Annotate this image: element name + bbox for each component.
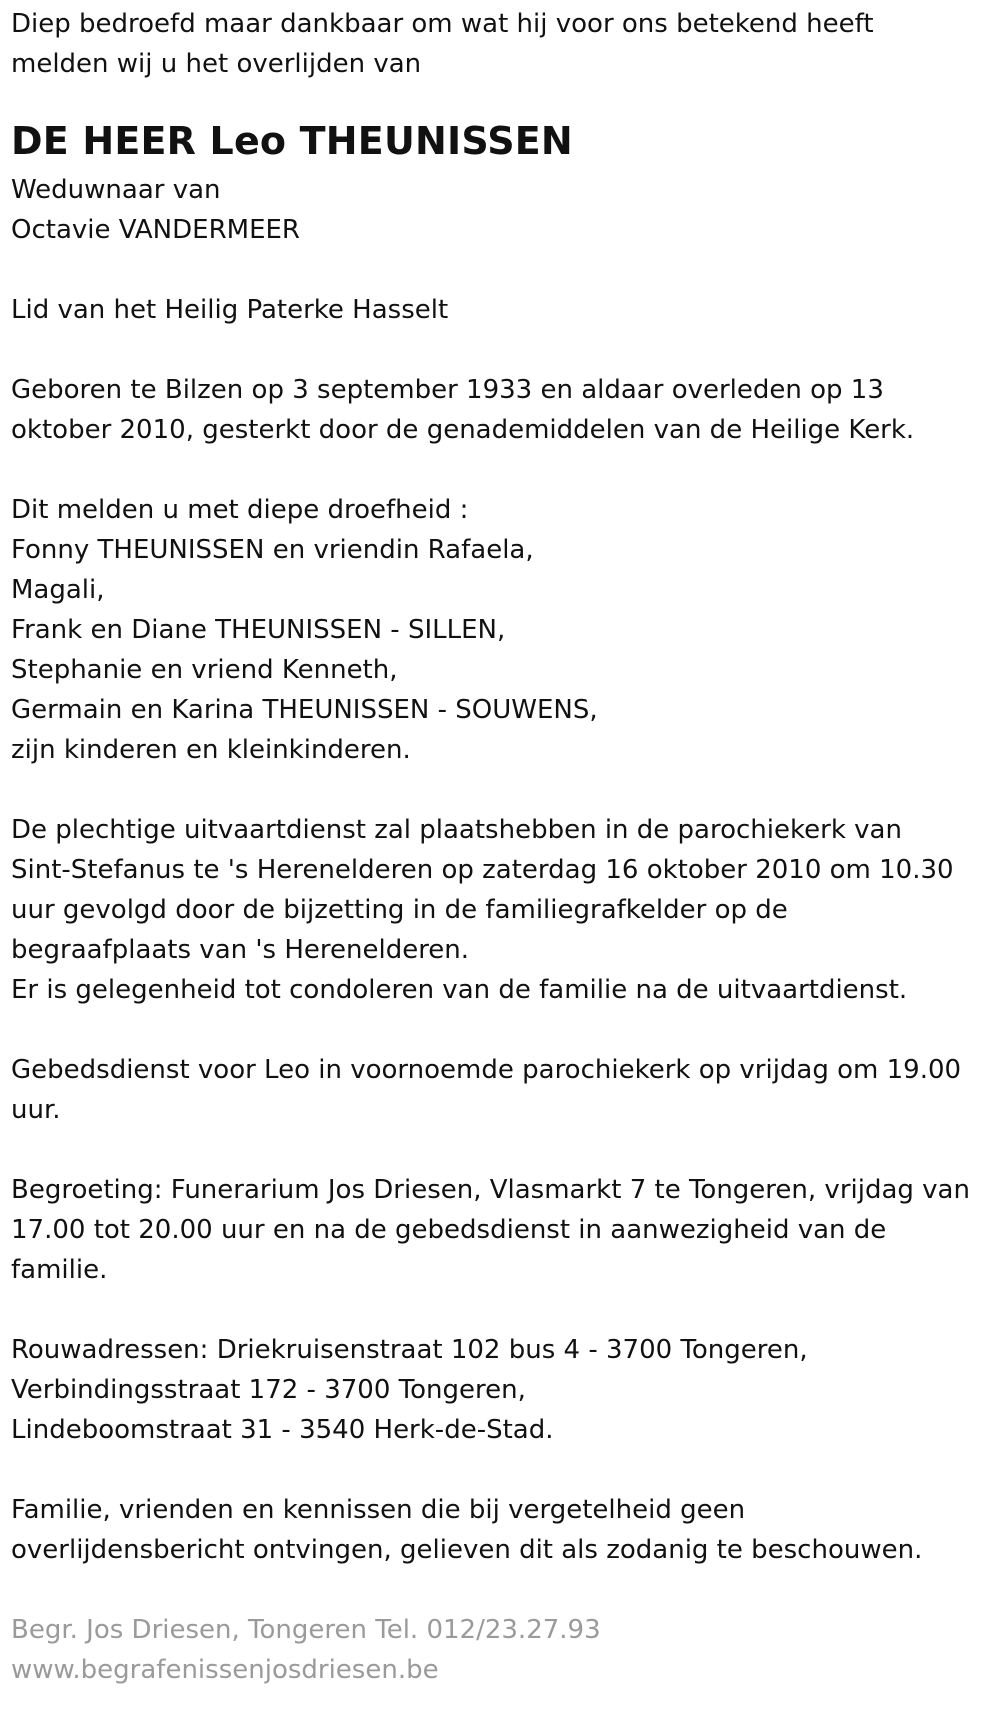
visitation-line: Begroeting: Funerarium Jos Driesen, Vlasmarkt 7 te Tongeren, vrijdag van	[11, 1175, 970, 1205]
announcers-line: Dit melden u met diepe droefheid :	[11, 495, 469, 525]
intro-paragraph	[11, 4, 990, 84]
announcers-line: zijn kinderen en kleinkinderen.	[11, 735, 411, 765]
deceased-block	[11, 112, 990, 250]
birth-death-line-2: oktober 2010, gesterkt door de genademiddelen van de Heilige Kerk.	[11, 415, 915, 445]
closing-line: Familie, vrienden en kennissen die bij vergetelheid geen	[11, 1495, 746, 1525]
service-line: De plechtige uitvaartdienst zal plaatshebben in de parochiekerk van	[11, 815, 902, 845]
service-line: begraafplaats van 's Herenelderen.	[11, 935, 470, 965]
intro-line-1: Diep bedroefd maar dankbaar om wat hij voor ons betekend heeft	[11, 9, 874, 39]
address-line: Rouwadressen: Driekruisenstraat 102 bus 4 - 3700 Tongeren,	[11, 1335, 808, 1365]
addresses-paragraph	[11, 1330, 990, 1450]
announcers-line: Stephanie en vriend Kenneth,	[11, 655, 398, 685]
undertaker-website[interactable]: www.begrafenissenjosdriesen.be	[11, 1655, 439, 1685]
service-paragraph	[11, 810, 990, 1010]
birth-death-line-1: Geboren te Bilzen op 3 september 1933 en aldaar overleden op 13	[11, 375, 884, 405]
spouse-name: Octavie VANDERMEER	[11, 215, 300, 245]
prayer-line: Gebedsdienst voor Leo in voornoemde parochiekerk op vrijdag om 19.00	[11, 1055, 962, 1085]
closing-line: overlijdensbericht ontvingen, gelieven dit als zodanig te beschouwen.	[11, 1535, 923, 1565]
undertaker-info: Begr. Jos Driesen, Tongeren Tel. 012/23.27.93	[11, 1615, 601, 1645]
prayer-paragraph	[11, 1050, 990, 1130]
service-line: uur gevolgd door de bijzetting in de familiegrafkelder op de	[11, 895, 788, 925]
footer	[11, 1610, 990, 1690]
announcers-line: Magali,	[11, 575, 105, 605]
deceased-name: DE HEER Leo THEUNISSEN	[11, 119, 573, 163]
intro-line-2: melden wij u het overlijden van	[11, 49, 422, 79]
service-line: Sint-Stefanus te 's Herenelderen op zaterdag 16 oktober 2010 om 10.30	[11, 855, 954, 885]
visitation-paragraph	[11, 1170, 990, 1290]
announcers-line: Frank en Diane THEUNISSEN - SILLEN,	[11, 615, 506, 645]
announcers-paragraph	[11, 490, 990, 770]
announcers-line: Fonny THEUNISSEN en vriendin Rafaela,	[11, 535, 534, 565]
address-line: Verbindingsstraat 172 - 3700 Tongeren,	[11, 1375, 526, 1405]
service-line: Er is gelegenheid tot condoleren van de familie na de uitvaartdienst.	[11, 975, 908, 1005]
birth-death-paragraph	[11, 370, 990, 450]
prayer-line: uur.	[11, 1095, 61, 1125]
visitation-line: familie.	[11, 1255, 108, 1285]
announcers-line: Germain en Karina THEUNISSEN - SOUWENS,	[11, 695, 598, 725]
visitation-line: 17.00 tot 20.00 uur en na de gebedsdienst in aanwezigheid van de	[11, 1215, 887, 1245]
membership-line: Lid van het Heilig Paterke Hasselt	[11, 295, 449, 325]
membership-paragraph	[11, 290, 990, 330]
closing-paragraph	[11, 1490, 990, 1570]
address-line: Lindeboomstraat 31 - 3540 Herk-de-Stad.	[11, 1415, 554, 1445]
relation-label: Weduwnaar van	[11, 175, 221, 205]
